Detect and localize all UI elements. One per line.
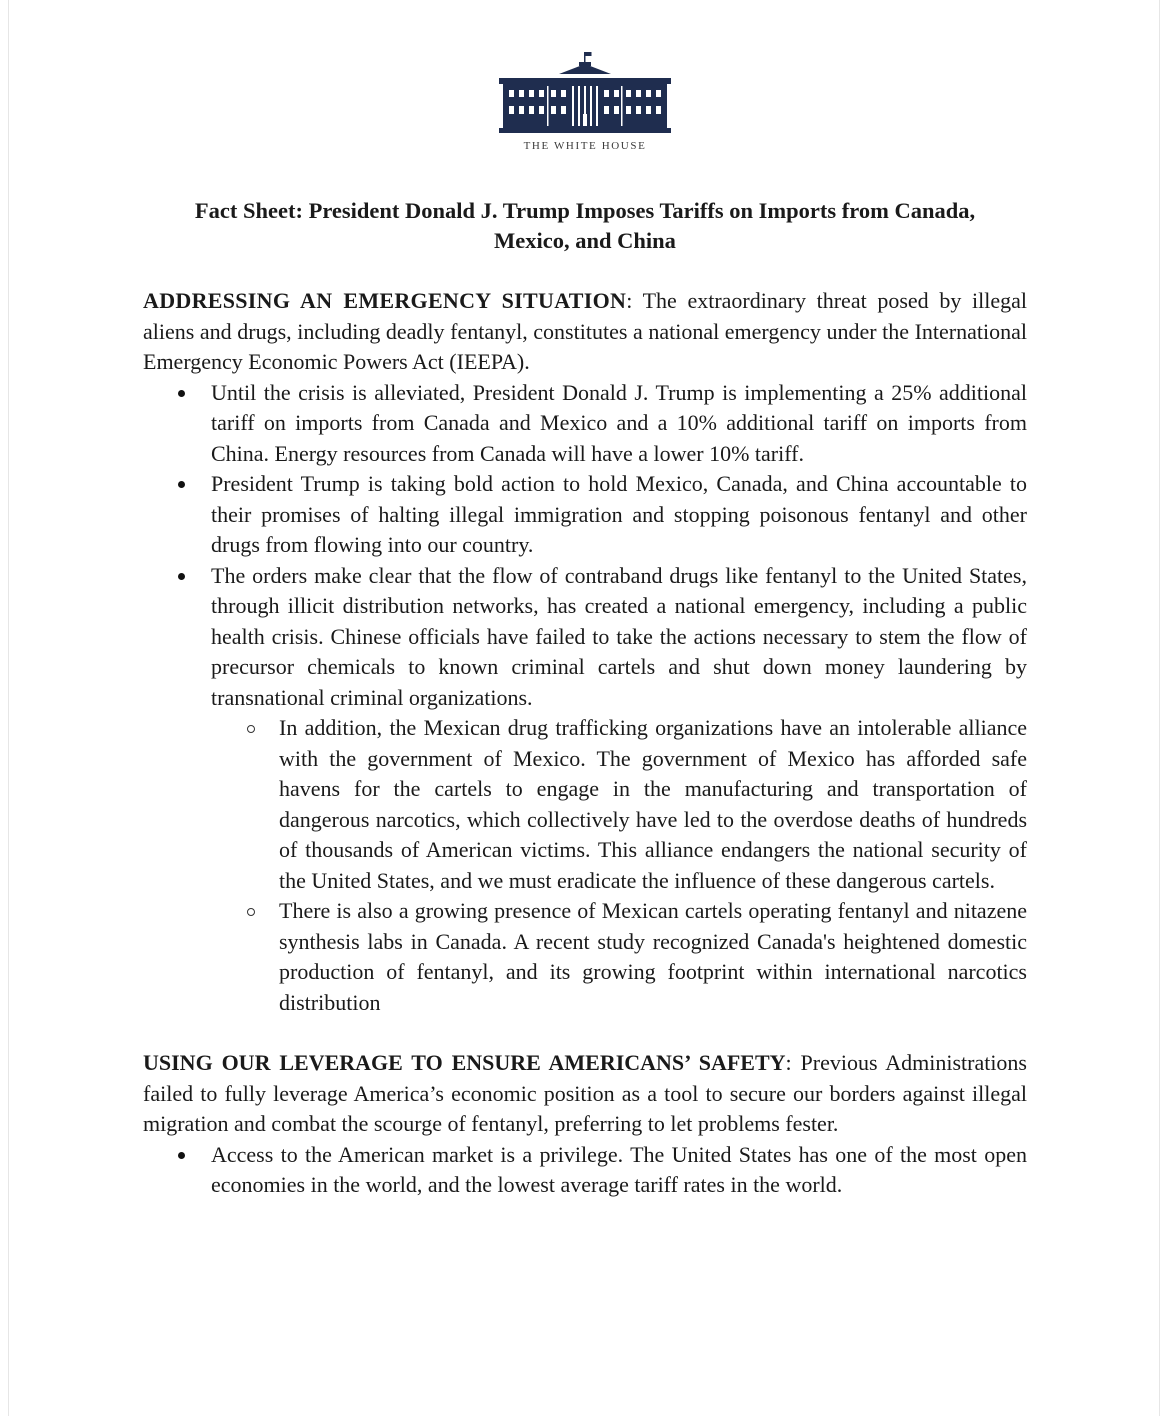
section-intro [143, 286, 1027, 378]
list-item-text: The orders make clear that the flow of contraband drugs like fentanyl to the United States, through illicit distribution networks, has created a national emergency, including a public health crisis. Chinese officials have failed to take the actions necessary to stem the flow of precursor chemicals to known criminal cartels and shut down money laundering by transnational criminal organizations. [211, 562, 1027, 710]
list-item [143, 378, 1027, 470]
list-item [143, 561, 1027, 714]
bullet-icon [178, 481, 185, 488]
list-item [143, 469, 1027, 561]
logo-caption: THE WHITE HOUSE [523, 140, 647, 152]
spacer [143, 1018, 1027, 1048]
bullet-list [143, 1140, 1027, 1201]
list-item-text: Access to the American market is a privilege. The United States has one of the most open economies in the world, and the lowest average tariff rates in the world. [211, 1141, 1027, 1197]
sub-list-item [143, 896, 1027, 1018]
title-line: Mexico, and China [494, 228, 676, 253]
list-item-text: Until the crisis is alleviated, President Donald J. Trump is implementing a 25% additional tariff on imports from Canada and Mexico and a 10% additional tariff on imports from China. Energy resources from Canada will have a lower 10% tariff. [211, 379, 1027, 466]
section-heading: USING OUR LEVERAGE TO ENSURE AMERICANS’ SAFETY [143, 1050, 786, 1075]
white-house-logo [0, 50, 1170, 152]
list-item-text: There is also a growing presence of Mexican cartels operating fentanyl and nitazene synthesis labs in Canada. A recent study recognized Canada's heightened domestic production of fentanyl, and its growing footprint within international narcotics distribution [279, 898, 1027, 1015]
page-title [140, 196, 1030, 256]
bullet-icon [178, 573, 185, 580]
section-text: : Previous Administrations failed to fully leverage America’s economic position as a tool to secure our borders against illegal migration and combat the scourge of fentanyl, preferring to let problems fester. [143, 1050, 1027, 1136]
section-intro [143, 1048, 1027, 1140]
bullet-list [143, 378, 1027, 1019]
white-house-building-icon [499, 50, 671, 136]
list-item [143, 1140, 1027, 1201]
section-heading: ADDRESSING AN EMERGENCY SITUATION [143, 288, 627, 313]
section-text: : The extraordinary threat posed by illegal aliens and drugs, including deadly fentanyl, constitutes a national emergency under the International Emergency Economic Powers Act (IEEPA). [143, 288, 1027, 374]
bullet-icon [178, 390, 185, 397]
document-body [143, 286, 1027, 1201]
title-line: Fact Sheet: President Donald J. Trump Imposes Tariffs on Imports from Canada, [194, 198, 976, 223]
sub-list-item [143, 713, 1027, 896]
bullet-icon [178, 1152, 185, 1159]
hollow-bullet-icon [247, 725, 255, 733]
hollow-bullet-icon [247, 908, 255, 916]
list-item-text: In addition, the Mexican drug trafficking organizations have an intolerable alliance with the government of Mexico. The government of Mexico has afforded safe havens for the cartels to engage in the manufacturing and transportation of dangerous narcotics, which collectively have led to the overdose deaths of hundreds of thousands of American victims. This alliance endangers the national security of the United States, and we must eradicate the influence of these dangerous cartels. [279, 715, 1027, 893]
list-item-text: President Trump is taking bold action to hold Mexico, Canada, and China accountable to their promises of halting illegal immigration and stopping poisonous fentanyl and other drugs from flowing into our country. [211, 471, 1027, 557]
